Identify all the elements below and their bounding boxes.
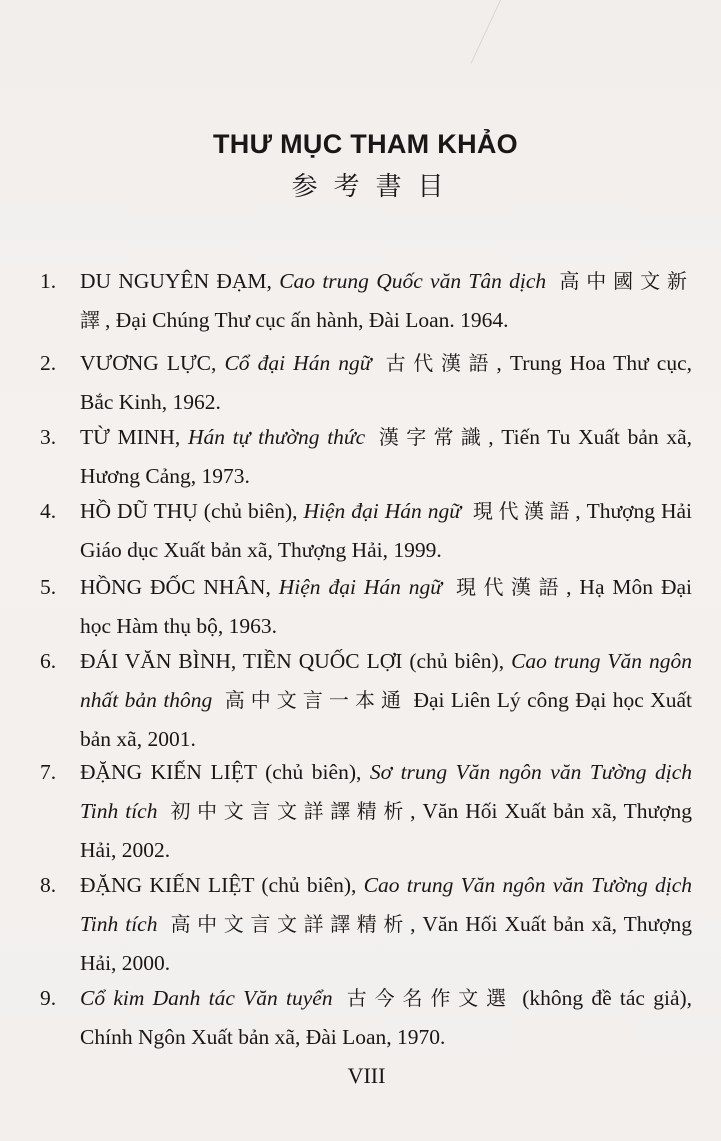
reference-item: [40, 753, 692, 866]
reference-title: Hiện đại Hán ngữ: [278, 575, 443, 599]
reference-number: 5.: [40, 575, 57, 599]
reference-publisher: , Tiến Tu Xuất bản xã, Hương Cảng, 1973.: [80, 425, 692, 488]
reference-author: ĐÁI VĂN BÌNH, TIỀN QUỐC LỢI (chủ biên),: [80, 649, 512, 673]
reference-list: [40, 262, 692, 1059]
reference-title-chinese: 初中文言文詳譯精析: [157, 799, 411, 823]
reference-number: 6.: [40, 649, 57, 673]
reference-title-chinese: 現代漢語: [442, 575, 567, 599]
reference-item: [40, 262, 692, 344]
reference-title: Cao trung Văn ngôn nhất bản thông: [80, 649, 692, 712]
page-crease: [470, 0, 500, 64]
reference-item: [40, 568, 692, 642]
reference-publisher: , Trung Hoa Thư cục, Bắc Kinh, 1962.: [80, 351, 693, 414]
reference-author: HỒNG ĐỐC NHÂN,: [80, 575, 279, 599]
reference-author: HỒ DŨ THỤ (chủ biên),: [80, 499, 304, 523]
reference-publisher: Đại Liên Lý công Đại học Xuất bản xã, 2001.: [80, 688, 693, 751]
reference-item: [40, 642, 692, 753]
reference-title: Hán tự thường thức: [187, 425, 366, 449]
reference-publisher: , Văn Hối Xuất bản xã, Thượng Hải, 2002.: [80, 799, 693, 862]
reference-title-chinese: 高中文言文詳譯精析: [157, 912, 411, 936]
reference-title-chinese: 高中文言一本通: [212, 688, 408, 712]
reference-item: [40, 418, 692, 492]
reference-publisher: , Văn Hối Xuất bản xã, Thượng Hải, 2000.: [80, 912, 693, 975]
reference-publisher: , Thượng Hải Giáo dục Xuất bản xã, Thượng Hải, 1999.: [80, 499, 692, 562]
reference-title: Sơ trung Văn ngôn văn Tường dịch Tinh tích: [80, 760, 692, 823]
reference-number: 8.: [40, 873, 57, 897]
reference-author: ĐẶNG KIẾN LIỆT (chủ biên),: [80, 760, 370, 784]
page-title: THƯ MỤC THAM KHẢO: [213, 129, 518, 159]
reference-title-chinese: 古今名作文選: [332, 986, 514, 1010]
reference-item: [40, 492, 692, 568]
reference-publisher: (không đề tác giả), Chính Ngôn Xuất bản xã, Đài Loan, 1970.: [80, 986, 693, 1049]
reference-number: 9.: [40, 986, 57, 1010]
reference-number: 2.: [40, 351, 57, 375]
page-subtitle-chinese: 参考書目: [291, 172, 460, 202]
reference-item: [40, 344, 692, 418]
reference-title: Hiện đại Hán ngữ: [303, 499, 461, 523]
reference-title: Cổ đại Hán ngữ: [224, 351, 372, 375]
page-number: VIII: [347, 1063, 386, 1088]
reference-item: [40, 979, 692, 1059]
reference-publisher: , Đại Chúng Thư cục ấn hành, Đài Loan. 1964.: [105, 308, 509, 332]
bibliography-heading: [0, 128, 721, 204]
reference-title: Cổ kim Danh tác Văn tuyển: [80, 986, 333, 1010]
reference-author: DU NGUYÊN ĐẠM,: [80, 269, 280, 293]
reference-title: Cao trung Quốc văn Tân dịch: [279, 269, 547, 293]
reference-number: 7.: [40, 760, 57, 784]
reference-title-chinese: 現代漢語: [460, 499, 576, 523]
reference-number: 4.: [40, 499, 57, 523]
reference-author: TỪ MINH,: [80, 425, 188, 449]
reference-title-chinese: 古代漢語: [371, 351, 497, 375]
reference-title: Cao trung Văn ngôn văn Tường dịch Tinh tích: [80, 873, 692, 936]
reference-number: 3.: [40, 425, 57, 449]
reference-title-chinese: 漢字常識: [365, 425, 489, 449]
reference-number: 1.: [40, 269, 57, 293]
reference-publisher: , Hạ Môn Đại học Hàm thụ bộ, 1963.: [80, 575, 693, 638]
reference-author: VƯƠNG LỰC,: [80, 351, 225, 375]
reference-author: ĐẶNG KIẾN LIỆT (chủ biên),: [80, 873, 364, 897]
reference-item: [40, 866, 692, 979]
reference-title-chinese: 高中國文新譯: [80, 269, 692, 332]
